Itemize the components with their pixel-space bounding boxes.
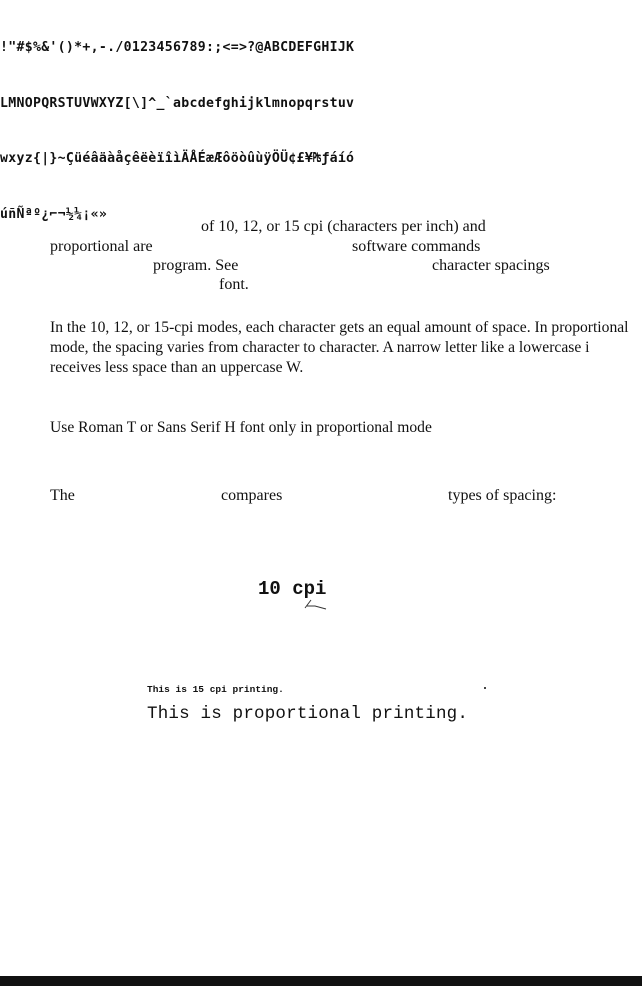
text-fragment-types-of-spacing: types of spacing: <box>448 487 557 504</box>
text-fragment-program-see: program. See <box>153 257 239 274</box>
paragraph-font-note: Use Roman T or Sans Serif H font only in proportional mode <box>50 419 432 436</box>
sample-proportional: This is proportional printing. <box>147 704 469 724</box>
charset-line: !"#$%&'()*+,-./0123456789:;<=>?@ABCDEFGHIJK <box>0 40 355 55</box>
sample-15-cpi: This is 15 cpi printing. <box>147 684 284 695</box>
charset-line: wxyz{|}~ÇüéâäàåçêëèïîìÄÅÉæÆôöòûùÿÖÜ¢£¥₧ƒáíó <box>0 151 355 166</box>
character-set-sample <box>0 2 642 243</box>
text-fragment-compares: compares <box>221 487 283 504</box>
text-fragment-the: The <box>50 487 75 504</box>
charset-line: LMNOPQRSTUVWXYZ[\]^_`abcdefghijklmnopqrstuv <box>0 95 355 111</box>
text-fragment-software-commands: software commands <box>352 238 481 255</box>
pen-mark <box>302 596 332 610</box>
paragraph-spacing-modes: In the 10, 12, or 15-cpi modes, each character gets an equal amount of space. In proportional mode, the spacing varies from character to character. A narrow letter like a lowercase i receives less space than an uppercase W. <box>50 319 629 376</box>
text-fragment-cpi-options: of 10, 12, or 15 cpi (characters per inch) and <box>201 218 486 235</box>
charset-line: úñÑªº¿⌐¬½¼¡«» <box>0 206 108 222</box>
bottom-border <box>0 976 642 986</box>
text-fragment-proportional: proportional are <box>50 238 153 255</box>
speck-mark <box>484 687 486 689</box>
text-fragment-font: font. <box>219 276 249 293</box>
text-fragment-character-spacings: character spacings <box>432 257 550 274</box>
sample-10-cpi: 10 cpi <box>258 578 327 600</box>
